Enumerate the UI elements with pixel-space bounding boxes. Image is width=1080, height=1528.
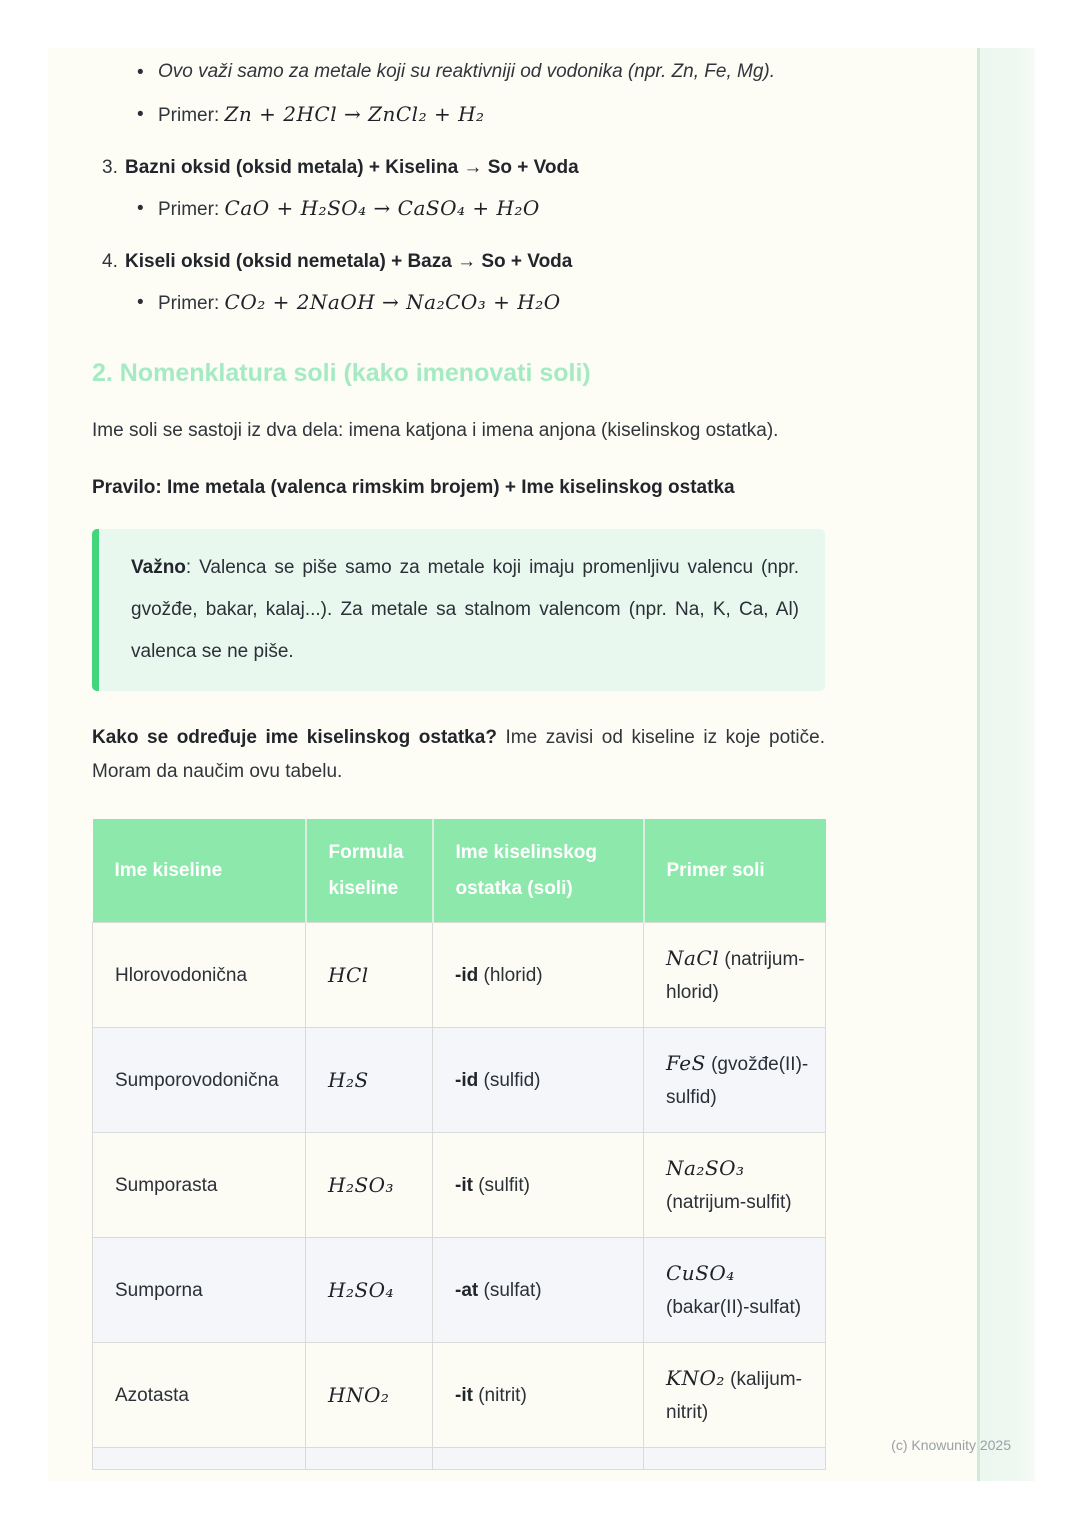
salt-name: (gvožđe(II)-sulfid) [666, 1054, 809, 1109]
salt-example-cell [644, 1028, 826, 1133]
bullet-icon: • [137, 291, 144, 313]
suffix-cell [433, 1238, 644, 1343]
salt-example-cell [644, 923, 826, 1028]
suffix-name: (sulfid) [478, 1069, 541, 1091]
table-row-clipped [93, 1448, 826, 1470]
primer-formula: CO₂ + 2NaOH → Na₂CO₃ + H₂O [224, 289, 561, 314]
item-number: 3. [102, 157, 118, 179]
suffix-cell [433, 1028, 644, 1133]
numbered-item-3 [92, 155, 825, 182]
salt-name: (natrijum-sulfit) [666, 1192, 792, 1214]
primer-formula: CaO + H₂SO₄ → CaSO₄ + H₂O [224, 195, 540, 220]
salt-example-cell [644, 1238, 826, 1343]
suffix-name: (sulfat) [478, 1279, 542, 1301]
item-number: 4. [102, 251, 118, 273]
intro-bullet-list [92, 58, 825, 129]
suffix-cell [433, 923, 644, 1028]
salt-name: (kalijum-nitrit) [666, 1369, 802, 1424]
salt-name: (natrijum-hlorid) [666, 949, 805, 1004]
salt-example-cell [644, 1343, 826, 1448]
item-title: Bazni oksid (oksid metala) + Kiselina → So + Voda [125, 157, 579, 179]
acid-formula: H₂S [328, 1067, 369, 1092]
acid-formula-cell [306, 1238, 433, 1343]
primer-formula: Zn + 2HCl → ZnCl₂ + H₂ [224, 101, 485, 126]
section-heading: 2. Nomenklatura soli (kako imenovati soli) [92, 359, 591, 388]
suffix-name: (hlorid) [478, 964, 543, 986]
suffix-bold: -it [455, 1174, 473, 1196]
table-row [93, 1028, 826, 1133]
header-ime-kiseline: Ime kiseline [93, 819, 306, 923]
acid-salt-table [92, 819, 826, 1471]
suffix-bold: -id [455, 1069, 479, 1091]
table-row [93, 1238, 826, 1343]
salt-formula: FeS [666, 1051, 706, 1076]
header-primer-soli: Primer soli [644, 819, 826, 923]
acid-name-cell: Sumporasta [93, 1133, 306, 1238]
question-paragraph [92, 721, 825, 789]
table-row [93, 1133, 826, 1238]
intro-paragraph: Ime soli se sastoji iz dva dela: imena katjona i imena anjona (kiselinskog ostatka). [92, 420, 779, 442]
suffix-name: (sulfit) [472, 1174, 530, 1196]
bullet-primer [92, 194, 825, 224]
page-right-highlight-strip [977, 48, 1035, 1481]
page-content [92, 48, 825, 1470]
salt-example-cell [644, 1133, 826, 1238]
acid-formula: H₂SO₄ [328, 1277, 395, 1302]
salt-formula: Na₂SO₃ [666, 1156, 745, 1181]
bullet-note-text: Ovo važi samo za metale koji su reaktivniji od vodonika (npr. Zn, Fe, Mg). [158, 61, 776, 82]
item-4-bullets [92, 288, 825, 318]
callout-label: Važno [131, 557, 186, 579]
bullet-primer [92, 100, 825, 130]
primer-label: Primer: [158, 292, 220, 314]
suffix-bold: -id [455, 964, 479, 986]
acid-formula-cell [306, 923, 433, 1028]
acid-name-cell: Azotasta [93, 1343, 306, 1448]
acid-name-cell: Sumporovodonična [93, 1028, 306, 1133]
item-3-bullets [92, 194, 825, 224]
acid-formula-cell [306, 1028, 433, 1133]
acid-formula-cell [306, 1133, 433, 1238]
document-page [48, 48, 1035, 1481]
bullet-note [92, 58, 825, 86]
salt-name: (bakar(II)-sulfat) [666, 1297, 802, 1319]
acid-formula-cell [306, 1343, 433, 1448]
salt-formula: NaCl [666, 946, 720, 971]
suffix-cell [433, 1343, 644, 1448]
callout-body: : Valenca se piše samo za metale koji imaju promenljivu valencu (npr. gvožđe, bakar, kalaj...). Za metale sa stalnom valencom (npr. Na, K, Ca, Al) valenca se ne piše. [131, 557, 799, 662]
suffix-bold: -at [455, 1279, 479, 1301]
header-formula-kiseline: Formula kiseline [306, 819, 433, 923]
acid-formula: H₂SO₃ [328, 1172, 395, 1197]
header-ime-kiselinskog-ostatka: Ime kiselinskog ostatka (soli) [433, 819, 644, 923]
table-header-row [93, 819, 826, 923]
acid-formula: HCl [328, 962, 369, 987]
salt-formula: CuSO₄ [666, 1261, 735, 1286]
question-rest: Ime zavisi od kiseline iz koje potiče. Moram da naučim ovu tabelu. [92, 726, 826, 782]
suffix-name: (nitrit) [472, 1384, 527, 1406]
acid-name-cell: Hlorovodonična [93, 923, 306, 1028]
numbered-item-4 [92, 249, 825, 276]
salt-formula: KNO₂ [666, 1366, 725, 1391]
acid-name-cell: Sumporna [93, 1238, 306, 1343]
table-row [93, 1343, 826, 1448]
bullet-primer [92, 288, 825, 318]
bullet-icon: • [137, 197, 144, 219]
suffix-bold: -it [455, 1384, 473, 1406]
acid-formula: HNO₂ [328, 1382, 390, 1407]
table-row [93, 923, 826, 1028]
callout-text [131, 547, 799, 672]
bullet-icon: • [137, 103, 144, 125]
bullet-icon: • [137, 62, 144, 83]
important-callout [92, 529, 825, 690]
primer-label: Primer: [158, 198, 220, 220]
copyright-note: (c) Knowunity 2025 [891, 1437, 1011, 1453]
rule-line: Pravilo: Ime metala (valenca rimskim brojem) + Ime kiselinskog ostatka [92, 476, 735, 498]
primer-label: Primer: [158, 104, 220, 126]
item-title: Kiseli oksid (oksid nemetala) + Baza → So + Voda [125, 251, 573, 273]
suffix-cell [433, 1133, 644, 1238]
question-bold: Kako se određuje ime kiselinskog ostatka? [92, 726, 497, 748]
